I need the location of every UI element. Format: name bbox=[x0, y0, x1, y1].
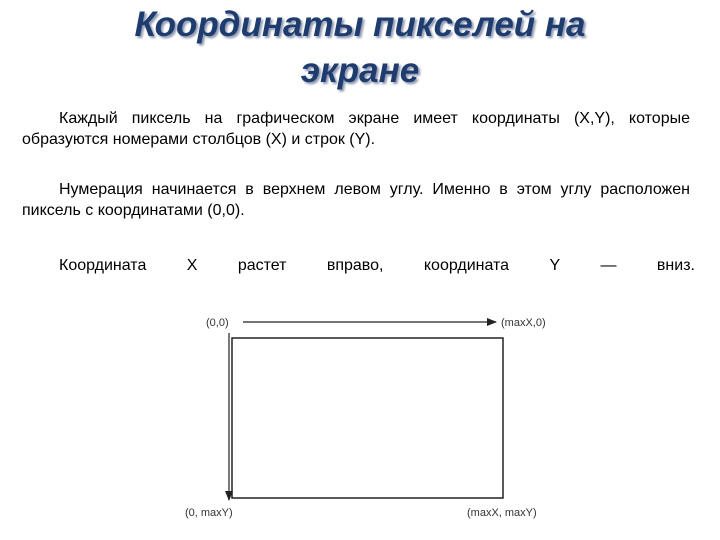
paragraph-axes-direction bbox=[59, 255, 695, 276]
word: — bbox=[600, 257, 617, 274]
word: координата bbox=[423, 257, 510, 274]
label-bottom-right: (maxX, maxY) bbox=[467, 507, 537, 519]
word: вниз. bbox=[656, 257, 695, 274]
title-line-2: экране bbox=[300, 51, 420, 90]
word: вправо, bbox=[326, 257, 384, 274]
word: X bbox=[186, 257, 198, 274]
screen-rectangle bbox=[232, 338, 503, 498]
label-top-left: (0,0) bbox=[206, 317, 229, 329]
word: Y bbox=[549, 257, 561, 274]
slide-title bbox=[0, 2, 720, 94]
title-line-1: Координаты пикселей на bbox=[134, 5, 586, 44]
word: растет bbox=[237, 257, 287, 274]
paragraph-origin: Нумерация начинается в верхнем левом углу. Именно в этом углу расположен пиксель с координатами (0,0). bbox=[22, 181, 690, 219]
label-top-right: (maxX,0) bbox=[501, 317, 546, 329]
paragraph-coordinates: Каждый пиксель на графическом экране имеет координаты (X,Y), которые образуются номерами столбцов (X) и строк (Y). bbox=[22, 110, 690, 148]
label-bottom-left: (0, maxY) bbox=[185, 507, 233, 519]
word: Координата bbox=[59, 257, 147, 274]
